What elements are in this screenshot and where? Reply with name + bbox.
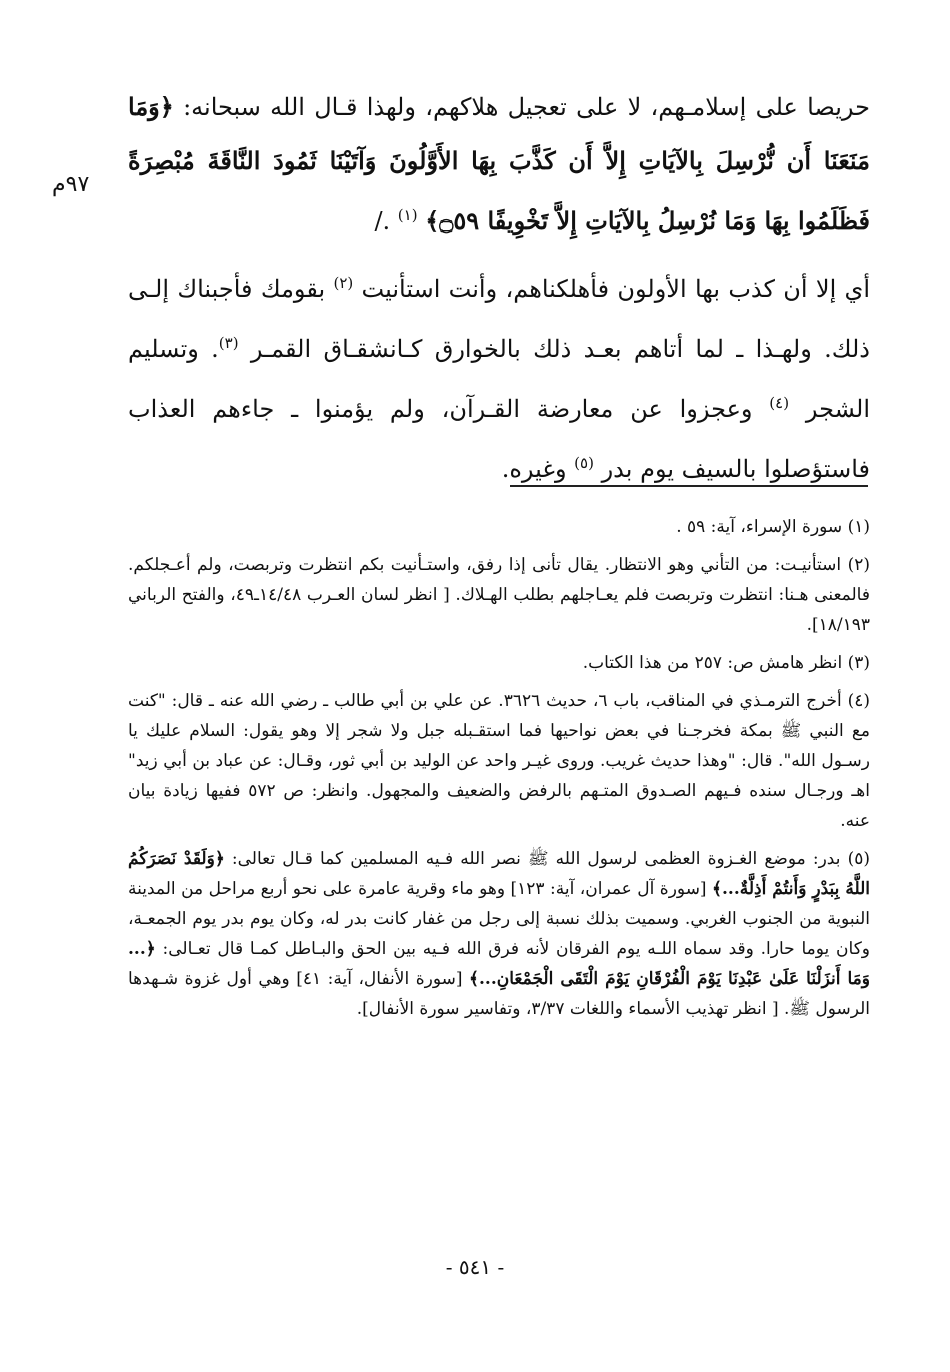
footnote-5	[128, 844, 870, 1024]
footnote-ref-5[interactable]: (٥)	[574, 454, 594, 472]
footnote-5-text-a: (٥) بدر: موضع الغـزوة العظمى لرسول الله ﷺ نصر الله فـيه المسلمين كما قـال تعالى:	[224, 849, 870, 869]
footnote-5-text-b: [سورة آل عمران، آية: ١٢٣] وهو ماء وقرية عامرة على نحو أربع مراحل من المدينة النبوية من الجنوب الغربي. وسميت بذلك نسبة إلى رجل من غفار كانت بدر له، وكان يوم بدر يوم الجمعـة، وكان يوما حارا. وقد سماه اللـه يوم الفرقان لأنه فرق الله فـيه بين الحق والبـاطل كمـا قال تعـالى:	[128, 879, 870, 959]
margin-page-reference: ٩٧م	[52, 172, 90, 197]
footnote-5-quran-1: ﴿وَلَقَدْ نَصَرَكُمُ اللَّهُ بِبَدْرٍ وَأَنتُمْ أَذِلَّةٌ...﴾	[128, 849, 870, 899]
paragraph-2-text-c: . وتسليم الشجر	[128, 335, 870, 423]
footnote-1: (١) سورة الإسراء، آية: ٥٩ .	[676, 517, 870, 537]
quran-verse: ﴿وَمَا مَنَعَنَا أَن نُّرْسِلَ بِالآيَاتِ إِلاَّ أَن كَذَّبَ بِهَا الأَوَّلُونَ وَآتَيْنَا ثَمُودَ النَّاقَةَ مُبْصِرَةً فَظَلَمُوا بِهَا وَمَا نُرْسِلُ بِالآيَاتِ إِلاَّ تَخْوِيفًا ۝٥٩﴾	[128, 92, 870, 235]
paragraph-1-end: ./	[374, 207, 398, 235]
paragraph-2-text-b: بقومك فأجبناك إلـى ذلك. ولهـذا ـ لما أتاهم بعـد ذلك بالخوارق كـانشقـاق القمـر	[128, 275, 870, 363]
paragraph-2-text-a: أي إلا أن كذب بها الأولون فأهلكناهم، وأنت استأنيت	[353, 275, 870, 303]
footnote-divider	[510, 485, 868, 487]
footnote-5-quran-2: ﴿... وَمَا أَنزَلْنَا عَلَىٰ عَبْدِنَا يَوْمَ الْفُرْقَانِ يَوْمَ الْتَقَى الْجَمْعَانِ...﴾	[128, 939, 870, 989]
footnote-ref-4[interactable]: (٤)	[769, 394, 790, 412]
footnotes	[128, 512, 870, 1032]
footnote-2: (٢) استأنيـت: من التأني وهو الانتظار. يقال تأنى إذا رفق، واستـأنيت بكم انتظرت وتربصت، ولم أعـجلكم. فالمعنى هـنا: انتظرت وتربصت فلم يعـاجلهم بطلب الهـلاك. [ انظر لسان العـرب ١٤/٤٨ـ٤٩، والفتح الرباني ١٨/١٩٣].	[128, 555, 870, 635]
footnote-4: (٤) أخرج الترمـذي في المناقب، باب ٦، حديث ٣٦٢٦. عن علي بن أبي طالب ـ رضي الله عنه ـ قال: "كنت مع النبي ﷺ بمكة فخرجـنا في بعض نواحيها فما استقـبله جبل ولا شجر إلا وهو يقول: السلام عليك يا رسـول الله". قال: "وهذا حديث غريب. وروى غيـر واحد عن الوليد بن أبي ثور، وقـال: عن عباد بن أبي زيد" اهـ ورجـال سنده فـيهم الصـدوق المتـهم بالرفض والضعيف والمجهول. وانظر: ص ٥٧٢ ففيها زيادة بيان عنه.	[128, 691, 870, 831]
paragraph-1-text: حريصا على إسلامـهم، لا على تعجيل هلاكهم، ولهذا قـال الله سبحانه:	[173, 93, 870, 121]
paragraph-2	[128, 256, 870, 496]
footnote-ref-2[interactable]: (٢)	[333, 274, 354, 292]
page-number: - ٥٤١ -	[445, 1255, 505, 1279]
paragraph-2-text-e: وغيره.	[501, 455, 575, 483]
footnote-5-text-c: [سورة الأنفال، آية: ٤١] وهي أول غزوة شـهدها الرسول ﷺ. [ انظر تهذيب الأسماء واللغات ٣/٣٧، وتفاسير سورة الأنفال].	[128, 969, 870, 1019]
footnote-ref-3[interactable]: (٣)	[218, 334, 239, 352]
main-text	[128, 80, 870, 496]
paragraph-2-text-d: وعجزوا عن معارضة القـرآن، ولم يؤمنوا ـ جاءهم العذاب فاستؤصلوا بالسيف يوم بدر	[128, 395, 870, 483]
paragraph-1	[128, 80, 870, 248]
footnote-3: (٣) انظر هامش ص: ٢٥٧ من هذا الكتاب.	[582, 653, 870, 673]
footnote-ref-1[interactable]: (١)	[397, 206, 418, 224]
